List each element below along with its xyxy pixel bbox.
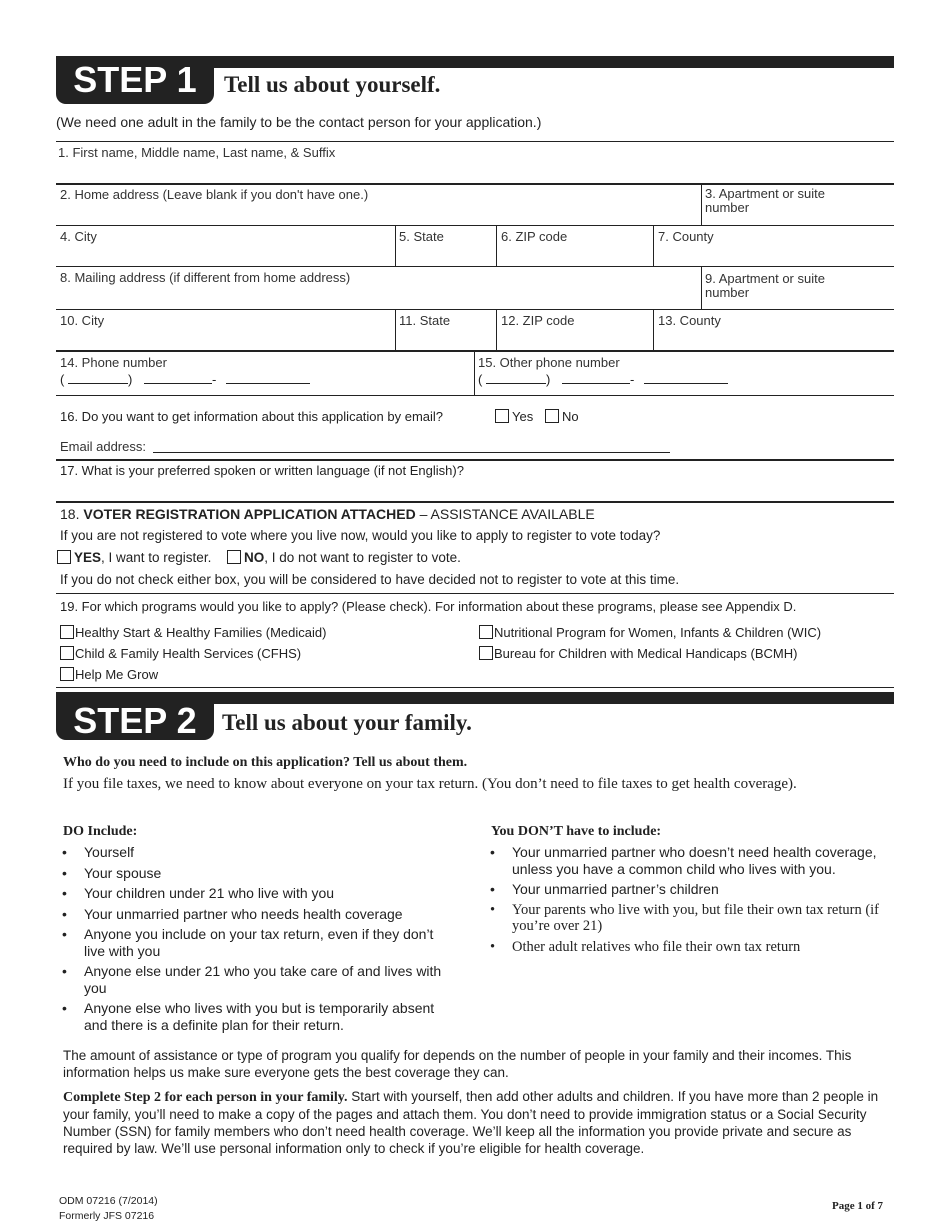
email-address-label: Email address: bbox=[60, 439, 146, 454]
programs-question: 19. For which programs would you like to apply? (Please check). For information about these programs, please see Appendix D. bbox=[60, 599, 797, 614]
divider bbox=[56, 395, 894, 396]
step2-badge: STEP 2 bbox=[56, 692, 214, 740]
complete-step2-paragraph bbox=[63, 1088, 883, 1157]
other-phone-field[interactable] bbox=[478, 372, 728, 387]
area-code-line bbox=[486, 383, 546, 384]
divider bbox=[653, 226, 654, 267]
divider bbox=[56, 687, 894, 688]
phone-paren-open: ( bbox=[60, 372, 65, 387]
divider bbox=[56, 141, 894, 142]
voter-number: 18. bbox=[60, 506, 80, 522]
divider bbox=[56, 225, 894, 226]
voter-no-option[interactable] bbox=[227, 550, 461, 565]
state-field[interactable]: 5. State bbox=[399, 229, 444, 244]
phone-label: 14. Phone number bbox=[60, 355, 167, 370]
voter-yes-bold: YES bbox=[74, 550, 102, 565]
program-option[interactable] bbox=[479, 646, 797, 661]
program-label: Bureau for Children with Medical Handicaps (BCMH) bbox=[494, 646, 798, 661]
phone-dash: - bbox=[629, 372, 635, 387]
who-text: If you file taxes, we need to know about everyone on your tax return. (You don’t need to file taxes to get health coverage). bbox=[63, 776, 797, 792]
divider bbox=[474, 351, 475, 395]
program-option[interactable] bbox=[60, 646, 301, 661]
voter-no-text: , I do not want to register to vote. bbox=[264, 550, 461, 565]
do-include-heading: DO Include: bbox=[63, 824, 138, 839]
email-yes-option[interactable] bbox=[495, 409, 533, 424]
divider bbox=[653, 310, 654, 351]
yes-label: Yes bbox=[512, 409, 534, 424]
divider bbox=[56, 501, 894, 503]
formerly-id: Formerly JFS 07216 bbox=[59, 1210, 155, 1222]
list-item: • Anyone else under 21 who you take care of and lives with you bbox=[62, 963, 457, 996]
list-item: • Yourself bbox=[62, 844, 457, 861]
who-heading: Who do you need to include on this application? Tell us about them. bbox=[63, 755, 468, 770]
divider bbox=[56, 183, 894, 185]
step1-title: Tell us about yourself. bbox=[224, 72, 441, 97]
divider bbox=[56, 593, 894, 594]
voter-note: If you do not check either box, you will be considered to have decided not to register to vote at this time. bbox=[60, 572, 680, 587]
voter-no-bold: NO bbox=[244, 550, 265, 565]
program-option[interactable] bbox=[60, 625, 326, 640]
phone-number-field[interactable] bbox=[60, 372, 310, 387]
divider bbox=[496, 310, 497, 351]
program-label: Child & Family Health Services (CFHS) bbox=[75, 646, 302, 661]
list-item: • Your parents who live with you, but file their own tax return (if you’re over 21) bbox=[490, 902, 885, 935]
program-checkbox[interactable] bbox=[60, 646, 74, 660]
phone-dash: - bbox=[211, 372, 217, 387]
list-item: • Other adult relatives who file their own tax return bbox=[490, 939, 885, 956]
no-checkbox[interactable] bbox=[545, 409, 559, 423]
complete-step2-text: Start with yourself, then add other adults and children. If you have more than 2 people in your family, you’ll need to make a copy of the pages and attach them. You don’t need to provide immigration status or a Social Security Number (SSN) for family members who don’t need health coverage. We’ll keep all the information you provide private and secure as required by law. We’ll use personal information only to check if you’re eligible for health coverage. bbox=[63, 1089, 879, 1156]
city-field[interactable]: 4. City bbox=[60, 229, 97, 244]
yes-checkbox[interactable] bbox=[495, 409, 509, 423]
other-phone-label: 15. Other phone number bbox=[478, 355, 620, 370]
voter-yes-option[interactable] bbox=[57, 550, 211, 565]
prefix-line bbox=[144, 383, 212, 384]
email-question: 16. Do you want to get information about this application by email? bbox=[60, 409, 444, 424]
step1-badge: STEP 1 bbox=[56, 56, 214, 104]
program-label: Healthy Start & Healthy Families (Medicaid) bbox=[75, 625, 327, 640]
email-address-input[interactable] bbox=[153, 452, 670, 453]
phone-paren-open: ( bbox=[478, 372, 483, 387]
divider bbox=[395, 226, 396, 267]
home-address-field[interactable]: 2. Home address (Leave blank if you don't have one.) bbox=[60, 187, 369, 202]
voter-yes-checkbox[interactable] bbox=[57, 550, 71, 564]
program-checkbox[interactable] bbox=[60, 667, 74, 681]
divider bbox=[56, 309, 894, 310]
dont-include-heading: You DON’T have to include: bbox=[491, 824, 662, 839]
voter-yes-text: , I want to register. bbox=[101, 550, 212, 565]
divider bbox=[56, 266, 894, 267]
first-name-field[interactable]: 1. First name, Middle name, Last name, & Suffix bbox=[58, 145, 336, 160]
voter-assistance: – ASSISTANCE AVAILABLE bbox=[419, 506, 595, 522]
voter-no-checkbox[interactable] bbox=[227, 550, 241, 564]
mailing-apartment-field[interactable]: 9. Apartment or suite number bbox=[705, 271, 825, 300]
mailing-zip-field[interactable]: 12. ZIP code bbox=[501, 313, 575, 328]
page-number: Page 1 of 7 bbox=[832, 1200, 884, 1212]
list-item: • Your spouse bbox=[62, 865, 457, 882]
prefix-line bbox=[562, 383, 630, 384]
list-item: • Your children under 21 who live with you bbox=[62, 885, 457, 902]
divider bbox=[56, 350, 894, 352]
voter-heading bbox=[60, 506, 595, 522]
email-no-option[interactable] bbox=[545, 409, 579, 424]
program-option[interactable] bbox=[60, 667, 158, 682]
language-question[interactable]: 17. What is your preferred spoken or written language (if not English)? bbox=[60, 463, 464, 478]
mailing-state-field[interactable]: 11. State bbox=[399, 313, 451, 328]
step1-intro: (We need one adult in the family to be the contact person for your application.) bbox=[56, 114, 542, 130]
mailing-county-field[interactable]: 13. County bbox=[658, 313, 721, 328]
list-item: • Your unmarried partner’s children bbox=[490, 881, 885, 898]
dont-include-list bbox=[490, 844, 885, 955]
divider bbox=[395, 310, 396, 351]
mailing-city-field[interactable]: 10. City bbox=[60, 313, 105, 328]
program-label: Nutritional Program for Women, Infants & Children (WIC) bbox=[494, 625, 822, 640]
program-checkbox[interactable] bbox=[479, 625, 493, 639]
program-checkbox[interactable] bbox=[60, 625, 74, 639]
do-include-list bbox=[62, 844, 457, 1033]
county-field[interactable]: 7. County bbox=[658, 229, 714, 244]
phone-paren-close: ) bbox=[127, 372, 133, 387]
phone-paren-close: ) bbox=[545, 372, 551, 387]
divider bbox=[56, 459, 894, 461]
line-number-line bbox=[226, 383, 310, 384]
form-id: ODM 07216 (7/2014) bbox=[59, 1195, 158, 1207]
divider bbox=[701, 184, 702, 226]
list-item: • Your unmarried partner who doesn’t need health coverage, unless you have a common child who lives with you. bbox=[490, 844, 885, 877]
list-item: • Anyone else who lives with you but is temporarily absent and there is a definite plan for their return. bbox=[62, 1000, 457, 1033]
family-paragraph: The amount of assistance or type of program you qualify for depends on the number of people in your family and their incomes. This information helps us make sure everyone gets the best coverage they can. bbox=[63, 1048, 852, 1080]
program-label: Help Me Grow bbox=[75, 667, 159, 682]
no-label: No bbox=[562, 409, 579, 424]
complete-step2-bold: Complete Step 2 for each person in your family. bbox=[63, 1090, 348, 1105]
divider bbox=[701, 267, 702, 309]
program-option[interactable] bbox=[479, 625, 821, 640]
mailing-address-field[interactable]: 8. Mailing address (if different from home address) bbox=[60, 270, 351, 285]
zip-field[interactable]: 6. ZIP code bbox=[501, 229, 568, 244]
voter-title: VOTER REGISTRATION APPLICATION ATTACHED bbox=[83, 506, 416, 522]
voter-question: If you are not registered to vote where you live now, would you like to apply to register to vote today? bbox=[60, 528, 661, 543]
divider bbox=[496, 226, 497, 267]
area-code-line bbox=[68, 383, 128, 384]
program-checkbox[interactable] bbox=[479, 646, 493, 660]
list-item: • Anyone you include on your tax return, even if they don’t live with you bbox=[62, 926, 457, 959]
line-number-line bbox=[644, 383, 728, 384]
list-item: • Your unmarried partner who needs health coverage bbox=[62, 906, 457, 923]
apartment-field[interactable]: 3. Apartment or suite number bbox=[705, 186, 825, 215]
step2-title: Tell us about your family. bbox=[222, 710, 472, 735]
